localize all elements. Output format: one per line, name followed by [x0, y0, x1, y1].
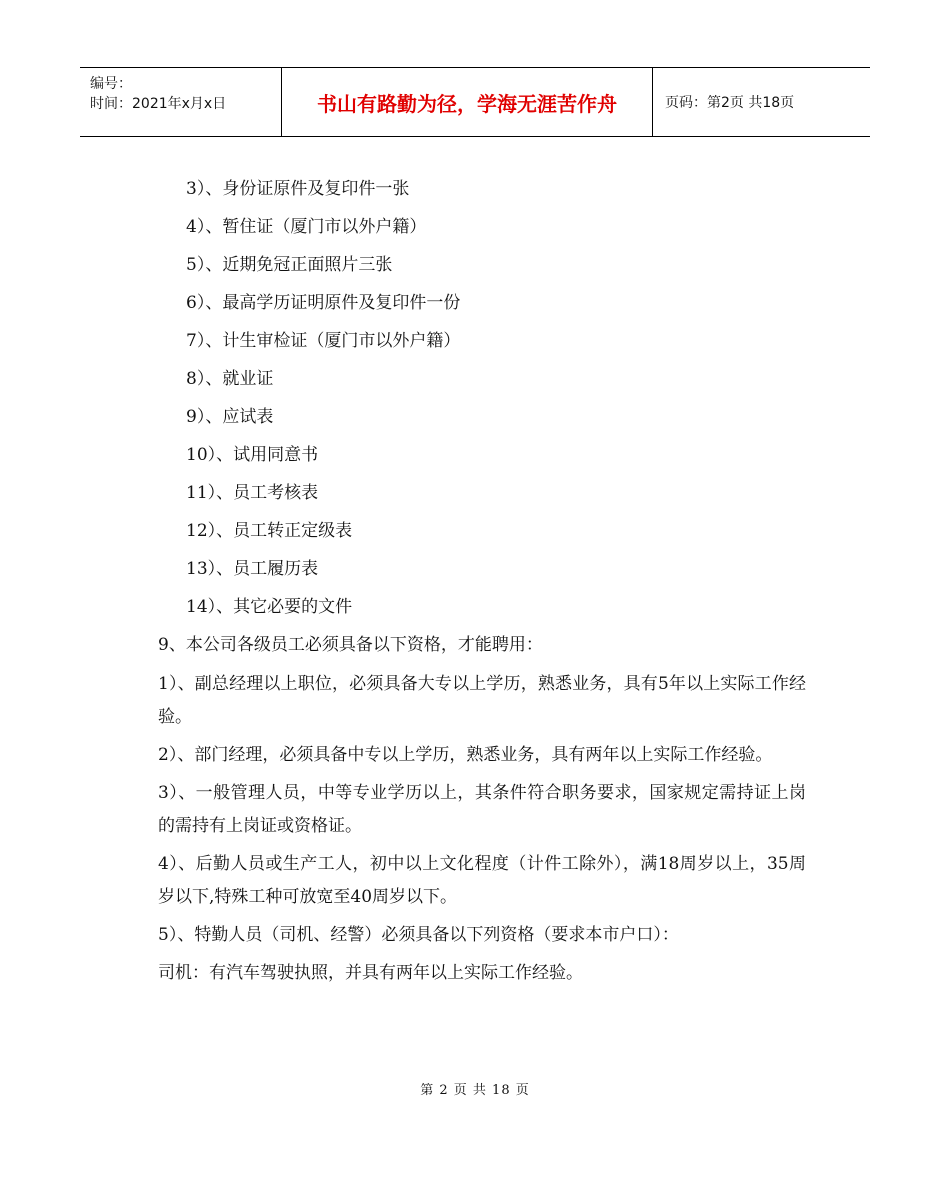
- section-title: 9、本公司各级员工必须具备以下资格，才能聘用：: [158, 635, 543, 655]
- list-item: 9）、应试表: [186, 407, 274, 427]
- header-page-info: 页码：第2页 共18页: [665, 95, 795, 111]
- list-item: 13）、员工履历表: [186, 559, 319, 579]
- document-body: [158, 174, 806, 995]
- paragraph: 2）、部门经理，必须具备中专以上学历，熟悉业务，具有两年以上实际工作经验。: [158, 745, 773, 765]
- list-item: 11）、员工考核表: [186, 483, 319, 503]
- paragraph: 司机：有汽车驾驶执照，并具有两年以上实际工作经验。: [158, 963, 583, 983]
- list-item: 4）、暂住证（厦门市以外户籍）: [186, 217, 427, 237]
- paragraph: 5）、特勤人员（司机、经警）必须具备以下列资格（要求本市户口）：: [158, 925, 679, 945]
- header-meta: [80, 68, 282, 136]
- list-item: 5）、近期免冠正面照片三张: [186, 255, 393, 275]
- number-label: 编号：: [90, 76, 132, 92]
- page-footer: 第 2 页 共 18 页: [420, 1083, 530, 1098]
- list-item: 3）、身份证原件及复印件一张: [186, 179, 410, 199]
- paragraph: 3）、一般管理人员，中等专业学历以上，其条件符合职务要求，国家规定需持证上岗的需持有上岗证或资格证。: [158, 783, 806, 836]
- header-motto: 书山有路勤为径，学海无涯苦作舟: [282, 68, 653, 136]
- time-label: 时间：2021年x月x日: [90, 96, 227, 112]
- list-item: 6）、最高学历证明原件及复印件一份: [186, 293, 461, 313]
- list-item: 8）、就业证: [186, 369, 274, 389]
- list-item: 12）、员工转正定级表: [186, 521, 353, 541]
- list-item: 10）、试用同意书: [186, 445, 319, 465]
- page-header: [80, 67, 870, 137]
- list-item: 7）、计生审检证（厦门市以外户籍）: [186, 331, 461, 351]
- paragraph: 1）、副总经理以上职位，必须具备大专以上学历，熟悉业务，具有5年以上实际工作经验。: [158, 674, 806, 727]
- paragraph: 4）、后勤人员或生产工人，初中以上文化程度（计件工除外），满18周岁以上，35周岁以下,特殊工种可放宽至40周岁以下。: [158, 854, 806, 907]
- list-item: 14）、其它必要的文件: [186, 597, 353, 617]
